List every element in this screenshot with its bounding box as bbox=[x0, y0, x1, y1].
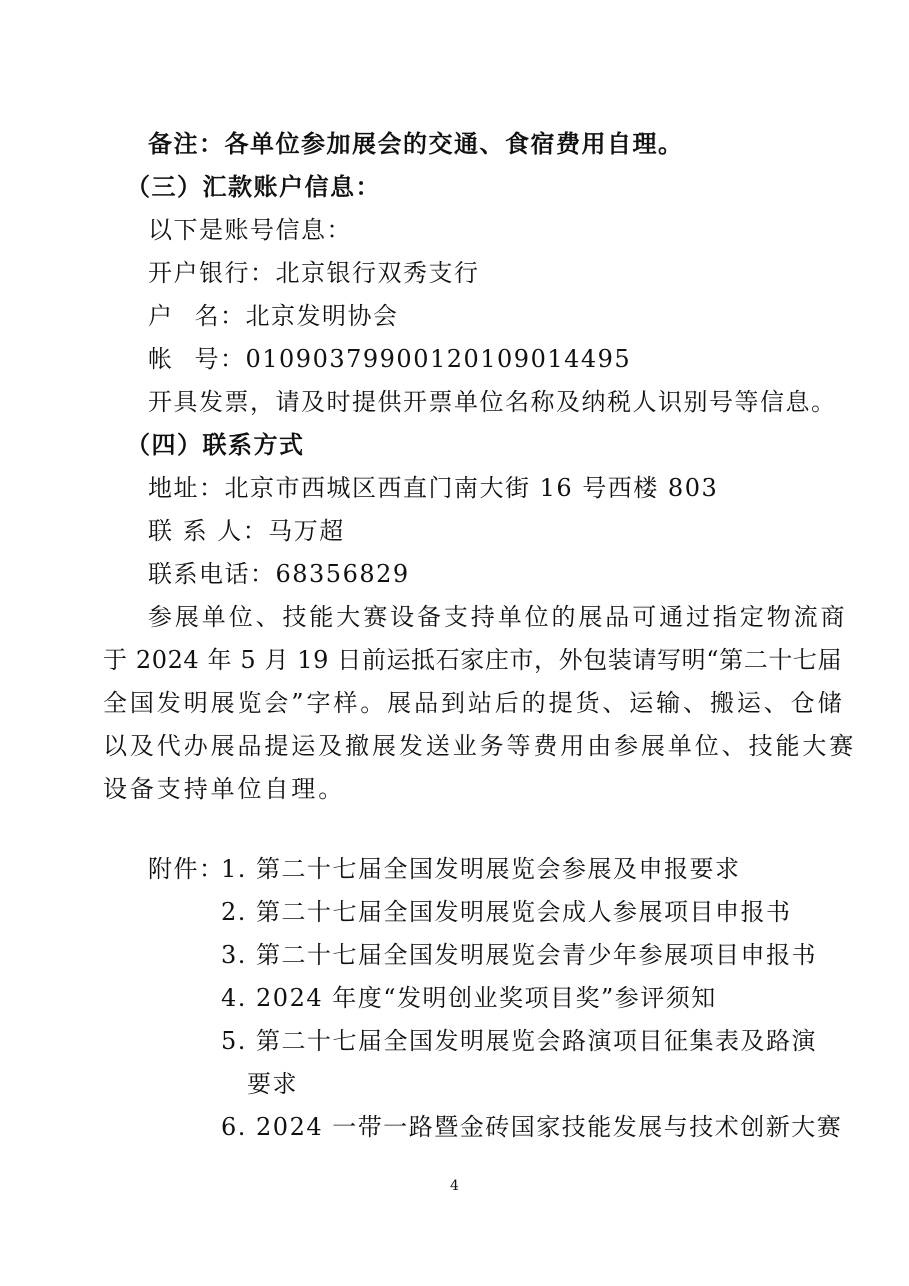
account-number-label: 帐号 bbox=[148, 345, 220, 373]
attachment-item-continuation: 要求 bbox=[247, 1070, 298, 1098]
bank-line: 开户银行：北京银行双秀支行 bbox=[148, 259, 480, 287]
account-number-value: ：01090379900120109014495 bbox=[220, 345, 632, 373]
address-line: 地址：北京市西城区西直门南大街 16 号西楼 803 bbox=[148, 474, 719, 502]
attachment-item: 6. 2024 一带一路暨金砖国家技能发展与技术创新大赛 bbox=[221, 1113, 843, 1141]
account-name-line bbox=[148, 300, 399, 332]
contact-person-line: 联 系 人：马万超 bbox=[148, 517, 345, 545]
attachment-item: 3. 第二十七届全国发明展览会青少年参展项目申报书 bbox=[221, 941, 818, 969]
shipping-line: 以及代办展品提运及撤展发送业务等费用由参展单位、技能大赛 bbox=[103, 732, 857, 760]
attachment-item: 4. 2024 年度“发明创业奖项目奖”参评须知 bbox=[221, 984, 717, 1012]
cost-note: 备注：各单位参加展会的交通、食宿费用自理。 bbox=[148, 129, 684, 158]
attachment-item: 1. 第二十七届全国发明展览会参展及申报要求 bbox=[221, 855, 741, 883]
account-intro: 以下是账号信息： bbox=[148, 216, 352, 244]
attachments-label: 附件： bbox=[148, 855, 225, 883]
shipping-line: 全国发明展览会”字样。展品到站后的提货、运输、搬运、仓储 bbox=[103, 689, 845, 717]
phone-line: 联系电话：68356829 bbox=[148, 560, 410, 588]
invoice-line: 开具发票，请及时提供开票单位名称及纳税人识别号等信息。 bbox=[148, 388, 837, 416]
shipping-line: 参展单位、技能大赛设备支持单位的展品可通过指定物流商 bbox=[148, 603, 848, 631]
attachment-item: 5. 第二十七届全国发明展览会路演项目征集表及路演 bbox=[221, 1027, 818, 1055]
account-number-line bbox=[148, 343, 631, 375]
contact-heading: （四）联系方式 bbox=[126, 430, 305, 459]
account-name-label: 户名 bbox=[148, 302, 220, 330]
shipping-line: 设备支持单位自理。 bbox=[103, 775, 346, 803]
account-heading: （三）汇款账户信息： bbox=[126, 172, 381, 201]
shipping-line: 于 2024 年 5 月 19 日前运抵石家庄市，外包装请写明“第二十七届 bbox=[103, 646, 843, 674]
account-name-value: ：北京发明协会 bbox=[220, 302, 399, 330]
page-number: 4 bbox=[450, 1178, 459, 1194]
attachment-item: 2. 第二十七届全国发明展览会成人参展项目申报书 bbox=[221, 898, 792, 926]
